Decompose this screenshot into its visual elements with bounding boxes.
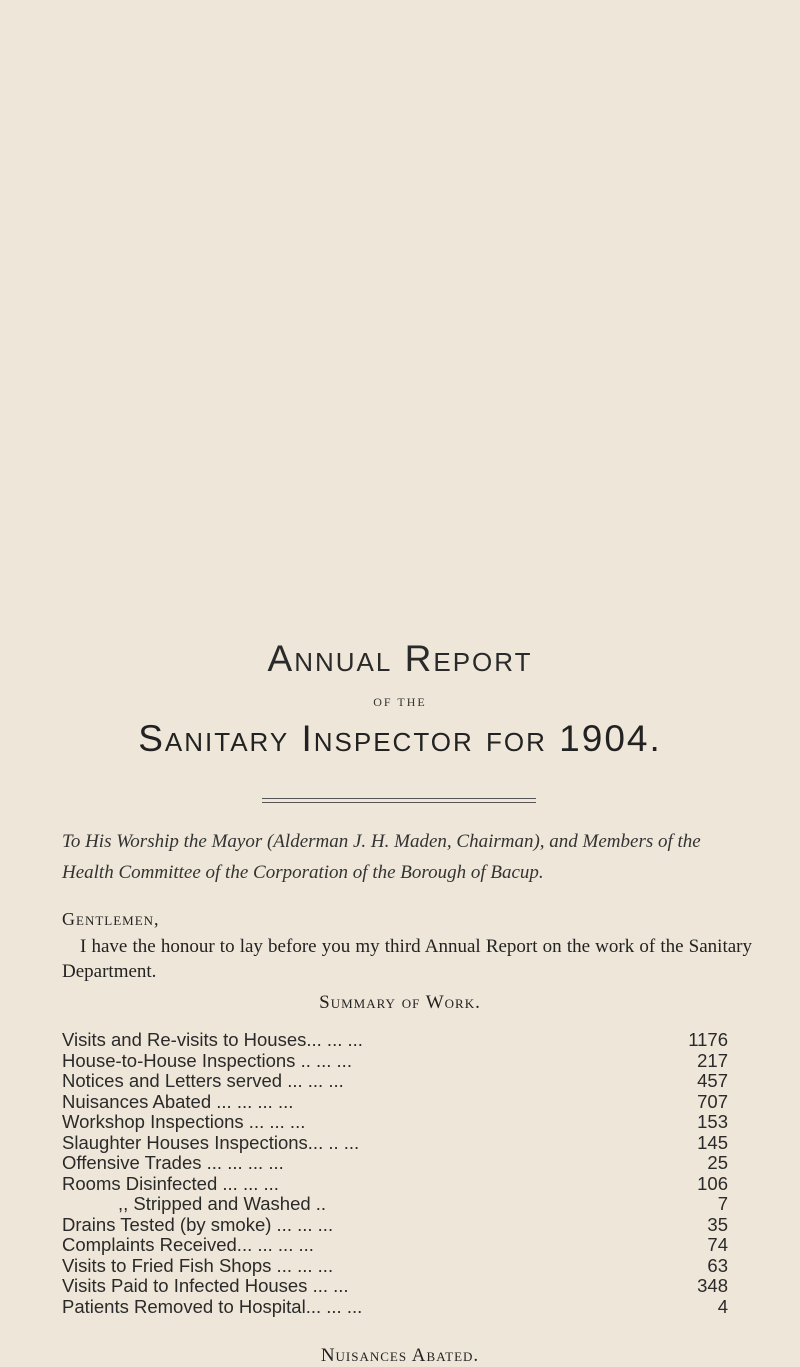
table-row	[62, 1051, 728, 1072]
row-label: Offensive Trades ... ... ... ...	[62, 1152, 284, 1173]
row-label: Visits to Fried Fish Shops ... ... ...	[62, 1254, 334, 1276]
table-row	[62, 1092, 728, 1113]
intro-paragraph: I have the honour to lay before you my third Annual Report on the work of the Sanitary Department.	[62, 936, 752, 982]
row-label: Rooms Disinfected ... ... ...	[62, 1172, 279, 1194]
table-row	[62, 1276, 728, 1297]
row-label: House-to-House Inspections .. ... ...	[62, 1049, 352, 1071]
table-row	[62, 1112, 728, 1133]
row-value: 457	[697, 1070, 728, 1091]
row-value: 25	[707, 1152, 728, 1173]
row-label: Drains Tested (by smoke) ... ... ...	[62, 1213, 334, 1235]
row-value: 74	[707, 1234, 728, 1255]
row-label: Workshop Inspections ... ... ...	[62, 1111, 306, 1132]
table-row	[62, 1297, 728, 1318]
table-row	[62, 1235, 728, 1256]
summary-heading: Summary of Work.	[319, 992, 481, 1013]
table-row	[62, 1153, 728, 1174]
address-paragraph: To His Worship the Mayor (Alderman J. H. Maden, Chairman), and Members of the Health Committee of the Corporation of the Borough of Bacup.	[62, 831, 701, 883]
title-rule	[262, 798, 536, 803]
report-title: Annual Report	[267, 638, 533, 679]
row-value: 106	[697, 1172, 728, 1194]
row-value: 7	[717, 1193, 728, 1214]
row-label: Visits Paid to Infected Houses ... ...	[62, 1275, 349, 1296]
table-row	[62, 1256, 728, 1277]
salutation: Gentlemen,	[62, 909, 160, 929]
report-subtitle: Sanitary Inspector for 1904.	[138, 718, 662, 759]
nuisances-heading: Nuisances Abated.	[320, 1345, 480, 1366]
row-label: ,, Stripped and Washed ..	[118, 1193, 327, 1214]
table-row	[62, 1194, 728, 1215]
row-value: 348	[697, 1275, 728, 1296]
row-label: Slaughter Houses Inspections... .. ...	[62, 1131, 360, 1153]
table-row	[62, 1215, 728, 1236]
row-label: Visits and Re-visits to Houses... ... ...	[62, 1029, 363, 1050]
of-the-text: OF THE	[373, 695, 427, 709]
row-value: 217	[697, 1049, 728, 1071]
row-value: 4	[717, 1295, 728, 1317]
row-value: 63	[707, 1254, 728, 1276]
row-value: 707	[697, 1090, 728, 1112]
summary-table	[62, 1030, 728, 1317]
row-value: 35	[707, 1213, 728, 1235]
row-label: Complaints Received... ... ... ...	[62, 1234, 314, 1255]
row-label: Notices and Letters served ... ... ...	[62, 1070, 344, 1091]
row-label: Patients Removed to Hospital... ... ...	[62, 1295, 363, 1317]
row-value: 1176	[688, 1029, 728, 1050]
table-row	[62, 1030, 728, 1051]
row-value: 153	[697, 1111, 728, 1132]
table-row	[62, 1071, 728, 1092]
row-label: Nuisances Abated ... ... ... ...	[62, 1090, 294, 1112]
table-row	[62, 1174, 728, 1195]
table-row	[62, 1133, 728, 1154]
row-value: 145	[697, 1131, 728, 1153]
